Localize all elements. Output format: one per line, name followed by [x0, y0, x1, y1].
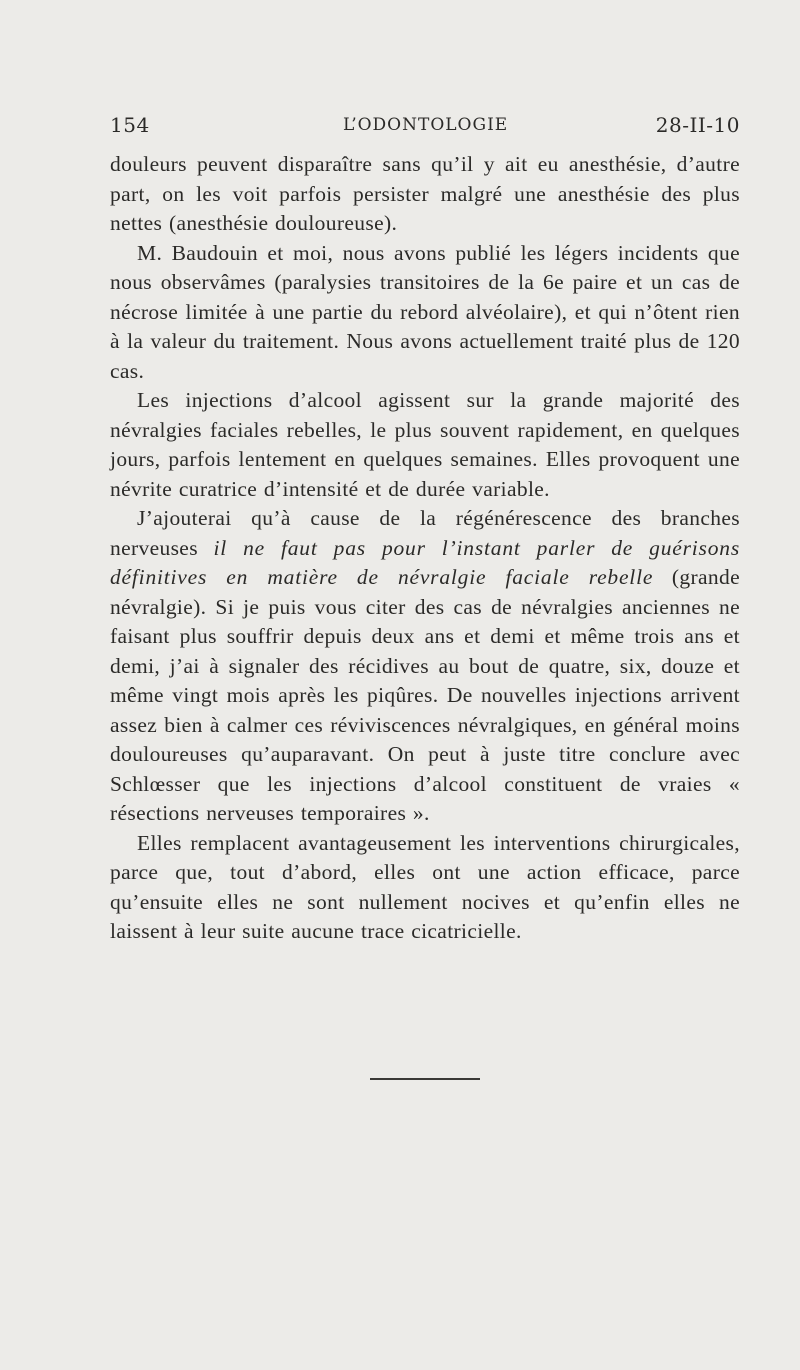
- paragraph-4-text-a: J’ajouterai qu’à cause de la régénérescence des branches nerveuses: [110, 506, 740, 560]
- paragraph-1: douleurs peuvent disparaître sans qu’il y ait eu anesthésie, d’autre part, on les voit parfois persister malgré une anesthésie des plus nettes (anesthésie douloureuse).: [110, 152, 740, 235]
- page-number: 154: [110, 113, 150, 137]
- paragraph-3: Les injections d’alcool agissent sur la grande majorité des névralgies faciales rebelles, le plus souvent rapidement, en quelques jours, parfois lentement en quelques semaines. Elles provoquent une névrite curatrice d’intensité et de durée variable.: [110, 388, 740, 501]
- body-text: [110, 150, 740, 947]
- paragraph-4: [110, 504, 740, 829]
- paragraph-4-italic: il ne faut pas pour l’instant parler de guérisons définitives en matière de névralgie faciale rebelle: [110, 535, 740, 589]
- running-header: [110, 113, 740, 143]
- section-divider: [370, 1078, 480, 1080]
- journal-title: L’ODONTOLOGIE: [343, 115, 509, 135]
- paragraph-2: M. Baudouin et moi, nous avons publié les légers incidents que nous observâmes (paralysies transitoires de la 6e paire et un cas de nécrose limitée à une partie du rebord alvéolaire), et qui n’ôtent rien à la valeur du traitement. Nous avons actuellement traité plus de 120 cas.: [110, 240, 740, 383]
- issue-date: 28-II-10: [655, 113, 740, 137]
- paragraph-4-text-b: (grande névralgie). Si je puis vous citer des cas de névralgies anciennes ne faisant plus souffrir depuis deux ans et demi et même trois ans et demi, j’ai à signaler des récidives au bout de quatre, six, douze et même vingt mois après les piqûres. De nouvelles injections arrivent assez bien à calmer ces réviviscences névralgiques, en général moins douloureuses qu’auparavant. On peut à juste titre conclure avec Schlœsser que les injections d’alcool constituent de vraies « résections nerveuses temporaires ».: [110, 565, 740, 825]
- paragraph-5: Elles remplacent avantageusement les interventions chirurgicales, parce que, tout d’abord, elles ont une action efficace, parce qu’ensuite elles ne sont nullement nocives et qu’enfin elles ne laissent à leur suite aucune trace cicatricielle.: [110, 830, 740, 943]
